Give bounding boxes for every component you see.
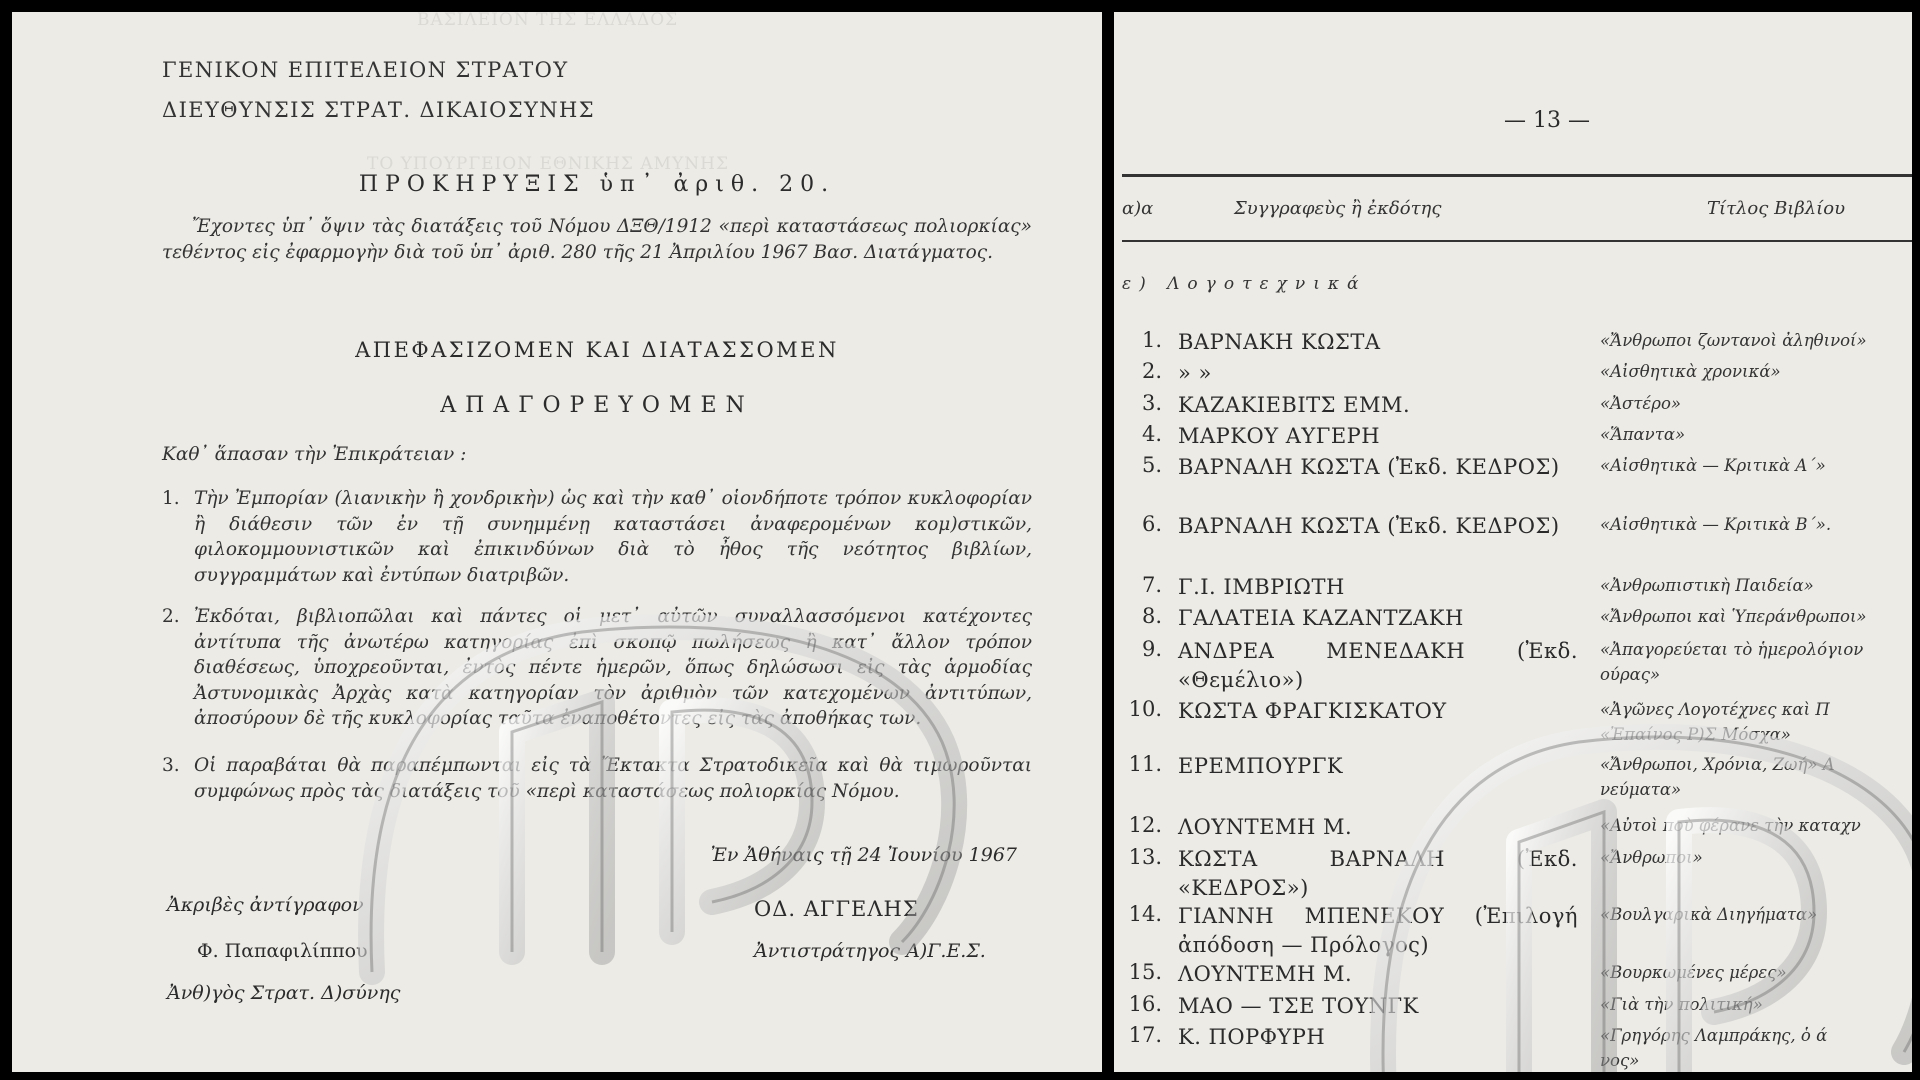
column-header-title: Τίτλος Βιβλίου — [1707, 198, 1846, 219]
territory-line: Καθ᾽ ἅπασαν τὴν Ἐπικράτειαν : — [162, 444, 467, 465]
book-title: «Βουλγαρικὰ Διηγήματα» — [1600, 905, 1818, 924]
item-number: 1. — [162, 488, 180, 509]
book-author: ΕΡΕΜΠΟΥΡΓΚ — [1178, 754, 1344, 778]
book-row-number: 8. — [1141, 604, 1162, 628]
book-author: Κ. ΠΟΡΦΥΡΗ — [1178, 1025, 1326, 1049]
book-author: ΒΑΡΝΑΛΗ ΚΩΣΤΑ (Ἐκδ. ΚΕΔΡΟΣ) — [1178, 455, 1560, 479]
left-document-page — [12, 12, 1102, 1072]
book-title: «Γρηγόρης Λαμπράκης, ὁ ά νος» — [1600, 1026, 1828, 1070]
certifier-name: Φ. Παπαφιλίππου — [197, 940, 368, 962]
book-row-number: 14. — [1128, 902, 1162, 926]
book-author: ΚΑΖΑΚΙΕΒΙΤΣ ΕΜΜ. — [1178, 393, 1411, 417]
book-author: ΜΑΡΚΟΥ ΑΥΓΕΡΗ — [1178, 424, 1381, 448]
book-title: «Γιὰ τὴν πολιτική» — [1600, 995, 1763, 1014]
item-text: Οἱ παραβάται θὰ παραπέμπωνται εἰς τὰ Ἔκτακτα Στρατοδικεῖα καὶ θὰ τιμωροῦνται συμφώνως πρὸς τὰς διατάξεις τοῦ «περὶ καταστάσεως πολιορκίας Νόμου. — [194, 755, 1032, 802]
book-title: «Αἰσθητικὰ — Κριτικὰ Β΄». — [1600, 515, 1832, 534]
book-author: ΛΟΥΝΤΕΜΗ Μ. — [1178, 815, 1353, 839]
book-title: «Ἀπαγορεύεται τὸ ἡμερολόγιον ούρας» — [1600, 640, 1864, 684]
book-title: «Αὐτοὶ ποὺ φέρανε τὴν καταχν — [1600, 816, 1861, 835]
book-author: ΑΝΔΡΕΑ ΜΕΝΕΔΑΚΗ (Ἐκδ. «Θεμέλιο») — [1178, 639, 1578, 692]
item-number: 3. — [162, 755, 180, 776]
bleed-through-text: ΒΑΣΙΛΕΙΟΝ ΤΗΣ ΕΛΛΑΔΟΣ — [417, 12, 679, 30]
book-author: ΜΑΟ — ΤΣΕ ΤΟΥΝΓΚ — [1178, 994, 1419, 1018]
decision-heading: ΑΠΕΦΑΣΙΖΟΜΕΝ ΚΑΙ ΔΙΑΤΑΣΣΟΜΕΝ — [355, 338, 839, 362]
book-row-number: 11. — [1128, 752, 1162, 776]
date-line: Ἐν Ἀθήναις τῇ 24 Ἰουνίου 1967 — [710, 844, 1017, 866]
bleed-through-text: ΤΟ ΥΠΟΥΡΓΕΙΟΝ ΕΘΝΙΚΗΣ ΑΜΥΝΗΣ — [367, 154, 729, 174]
page-number: — 13 — — [1504, 108, 1590, 133]
signatory-title: Ἀντιστράτηγος Α)Γ.Ε.Σ. — [754, 940, 986, 962]
book-row-number: 9. — [1141, 637, 1162, 661]
book-author: ΚΩΣΤΑ ΒΑΡΝΑΛΗ (Ἐκδ. «ΚΕΔΡΟΣ») — [1178, 847, 1578, 900]
book-row-number: 13. — [1128, 845, 1162, 869]
proclamation-title: ΠΡΟΚΗΡΥΞΙΣ ὑπ᾽ ἀριθ. 20. — [358, 172, 836, 197]
book-title: «Αἰσθητικὰ χρονικά» — [1600, 362, 1781, 381]
book-row-number: 7. — [1141, 573, 1162, 597]
preamble-paragraph: Ἔχοντες ὑπ᾽ ὄψιν τὰς διατάξεις τοῦ Νόμου ΔΞΘ/1912 «περὶ καταστάσεως πολιορκίας» τεθέντος εἰς ἐφαρμογὴν διὰ τοῦ ὑπ᾽ ἀριθ. 280 τῆς 21 Ἀπριλίου 1967 Βασ. Διατάγματος. — [162, 216, 1032, 263]
signatory-name: ΟΔ. ΑΓΓΕΛΗΣ — [754, 897, 919, 921]
book-title: «Βουρκωμένες μέρες» — [1600, 963, 1787, 982]
prohibit-heading: ΑΠΑΓΟΡΕΥΟΜΕΝ — [440, 393, 754, 418]
book-row-number: 6. — [1141, 512, 1162, 536]
item-text: Τὴν Ἐμπορίαν (λιανικὴν ἢ χονδρικὴν) ὡς καὶ τὴν καθ᾽ οἱονδήποτε τρόπον κυκλοφορίαν ἢ διάθεσιν τῶν ἐν τῇ συνημμένῃ καταστάσει ἀναφερομένων κομ)στικῶν, φιλοκομμουνιστικῶν καὶ ἐπικινδύνων διὰ τὸ ἦθος τῆς νεότητος βιβλίων, συγγραμμάτων καὶ ἐντύπων διατριβῶν. — [194, 488, 1032, 586]
book-row-number: 4. — [1141, 422, 1162, 446]
book-author: ΓΙΑΝΝΗ ΜΠΕΝΕΚΟΥ (Ἐπιλογή ἀπόδοση — Πρόλογος) — [1178, 904, 1578, 957]
decree-item-2 — [162, 604, 1032, 732]
header-line-2: ΔΙΕΥΘΥΝΣΙΣ ΣΤΡΑΤ. ΔΙΚΑΙΟΣΥΝΗΣ — [162, 98, 595, 122]
book-row-number: 5. — [1141, 453, 1162, 477]
book-title: «Ἀγῶνες Λογοτέχνες καὶ Π «Ἐπαίνος Ρ)Σ Μόσχα» — [1600, 700, 1830, 744]
book-author: ΒΑΡΝΑΚΗ ΚΩΣΤΑ — [1178, 330, 1381, 354]
certified-copy-label: Ἀκριβὲς ἀντίγραφον — [167, 894, 364, 916]
book-author: ΒΑΡΝΑΛΗ ΚΩΣΤΑ (Ἐκδ. ΚΕΔΡΟΣ) — [1178, 514, 1560, 538]
book-title: «Αἰσθητικὰ — Κριτικὰ Α΄» — [1600, 456, 1826, 475]
right-document-page — [1114, 12, 1912, 1072]
decree-item-3 — [162, 753, 1032, 804]
book-row-number: 3. — [1141, 391, 1162, 415]
book-row-number: 1. — [1141, 328, 1162, 352]
book-title: «Ἀνθρωπιστικὴ Παιδεία» — [1600, 576, 1814, 595]
book-title: «Ἀστέρο» — [1600, 394, 1681, 413]
column-header-author: Συγγραφεὺς ἢ ἐκδότης — [1234, 198, 1442, 219]
item-text: Ἐκδόται, βιβλιοπῶλαι καὶ πάντες οἱ μετ᾽ αὐτῶν συναλλασσόμενοι κατέχοντες ἀντίτυπα τῆς ἀνωτέρω κατηγορίας ἐπὶ σκοπῷ πωλήσεως ἢ κατ᾽ ἄλλον τρόπον διαθέσεως, ὑποχρεοῦνται, ἐντὸς πέντε ἡμερῶν, ὅπως δηλώσωσι εἰς τὰς ἁρμοδίας Ἀστυνομικὰς Ἀρχὰς κατὰ κατηγορίαν τὸν ἀριθμὸν τῶν κατεχομένων ἀντιτύπων, ἀποσύρουν δὲ τῆς κυκλοφορίας ταῦτα ἐναποθέτοντες εἰς τὰς ἀποθήκας των. — [194, 606, 1032, 729]
book-row-number: 2. — [1141, 359, 1162, 383]
book-title: «Ἄνθρωποι ζωντανοὶ ἀληθινοί» — [1600, 331, 1867, 350]
item-number: 2. — [162, 606, 180, 627]
decree-item-1 — [162, 486, 1032, 588]
book-author: ΚΩΣΤΑ ΦΡΑΓΚΙΣΚΑΤΟΥ — [1178, 699, 1447, 723]
book-author: Γ.Ι. ΙΜΒΡΙΩΤΗ — [1178, 575, 1345, 599]
table-top-rule — [1122, 174, 1912, 177]
column-header-index: α)α — [1122, 198, 1154, 219]
section-label: ε) Λογοτεχνικά — [1122, 274, 1367, 294]
book-row-number: 16. — [1128, 992, 1162, 1016]
book-title: «Ἄνθρωποι καὶ Ὑπεράνθρωποι» — [1600, 607, 1867, 626]
book-title: «Ἄνθρωποι, Χρόνια, Ζωή» Α νεύματα» — [1600, 755, 1835, 799]
book-row-number: 12. — [1128, 813, 1162, 837]
book-title: «Ἅπαντα» — [1600, 425, 1686, 444]
table-header-rule — [1122, 240, 1912, 242]
book-author: ΛΟΥΝΤΕΜΗ Μ. — [1178, 962, 1353, 986]
book-row-number: 10. — [1128, 697, 1162, 721]
book-author: » » — [1178, 361, 1212, 385]
book-row-number: 15. — [1128, 960, 1162, 984]
certifier-title: Ἀνθ)γὸς Στρατ. Δ)σύνης — [167, 982, 401, 1004]
book-author: ΓΑΛΑΤΕΙΑ ΚΑΖΑΝΤΖΑΚΗ — [1178, 606, 1464, 630]
book-row-number: 17. — [1128, 1023, 1162, 1047]
book-title: «Ἄνθρωποι» — [1600, 848, 1703, 867]
header-line-1: ΓΕΝΙΚΟΝ ΕΠΙΤΕΛΕΙΟΝ ΣΤΡΑΤΟΥ — [162, 58, 569, 82]
